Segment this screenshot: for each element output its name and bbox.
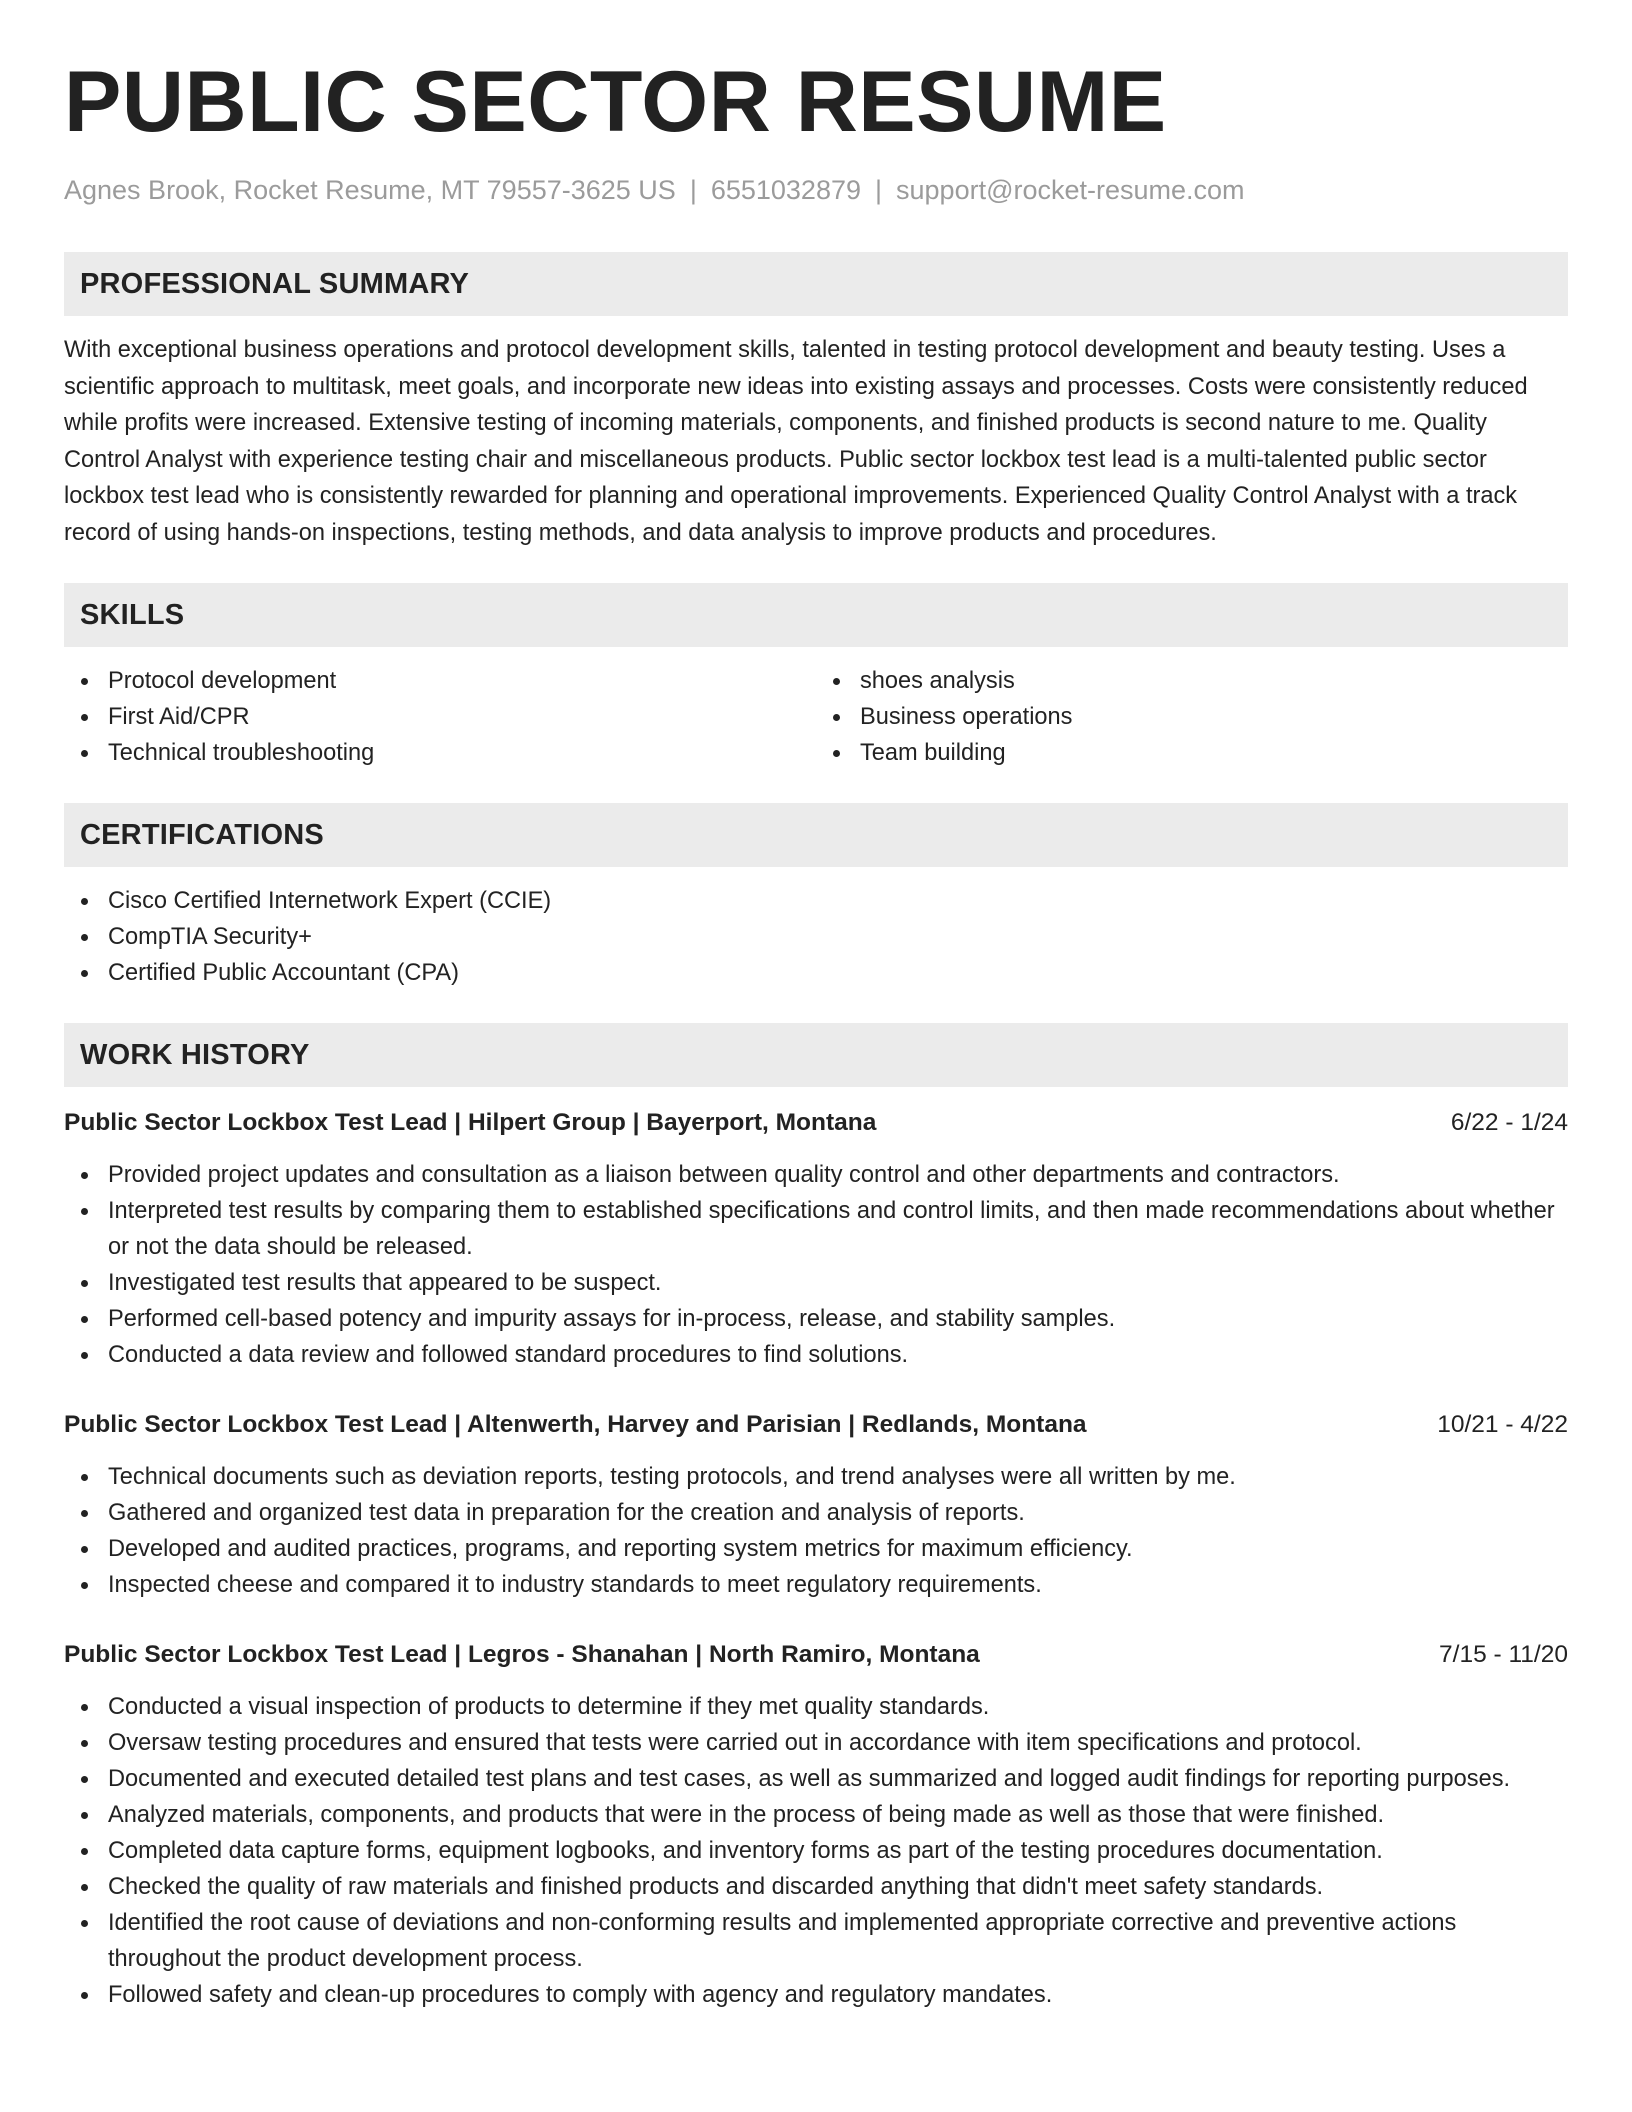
resume-title: PUBLIC SECTOR RESUME bbox=[64, 54, 1167, 150]
job-bullet: Followed safety and clean-up procedures to comply with agency and regulatory mandates. bbox=[64, 1977, 1568, 2013]
contact-phone: 6551032879 bbox=[710, 175, 861, 205]
summary-section bbox=[64, 252, 1568, 551]
certification-item: Cisco Certified Internetwork Expert (CCIE) bbox=[64, 883, 1568, 919]
contact-email: support@rocket-resume.com bbox=[896, 175, 1245, 205]
skills-heading: SKILLS bbox=[64, 583, 1568, 647]
work-history-section bbox=[64, 1023, 1568, 2013]
job-header bbox=[64, 1105, 1568, 1141]
job-entry bbox=[64, 1637, 1568, 2013]
skills-list-left bbox=[64, 663, 816, 771]
certifications-list bbox=[64, 883, 1568, 991]
summary-text: With exceptional business operations and protocol development skills, talented in testing protocol development and beauty testing. Uses a scientific approach to multitask, meet goals, and incorporate new ideas into existing assays and processes. Costs were consistently reduced while profits were increased. Extensive testing of incoming materials, components, and finished products is second nature to me. Quality Control Analyst with experience testing chair and miscellaneous products. Public sector lockbox test lead is a multi-talented public sector lockbox test lead who is consistently rewarded for planning and operational improvements. Experienced Quality Control Analyst with a track record of using hands-on inspections, testing methods, and data analysis to improve products and procedures. bbox=[64, 337, 1528, 546]
job-entry bbox=[64, 1407, 1568, 1603]
job-dates: 10/21 - 4/22 bbox=[1437, 1411, 1568, 1438]
skills-columns bbox=[64, 663, 1568, 771]
job-title: Public Sector Lockbox Test Lead | Legros - Shanahan | North Ramiro, Montana bbox=[64, 1641, 980, 1668]
skill-item: Technical troubleshooting bbox=[64, 735, 816, 771]
job-title: Public Sector Lockbox Test Lead | Altenwerth, Harvey and Parisian | Redlands, Montana bbox=[64, 1411, 1087, 1438]
job-title: Public Sector Lockbox Test Lead | Hilpert Group | Bayerport, Montana bbox=[64, 1109, 877, 1136]
job-header bbox=[64, 1407, 1568, 1443]
job-bullet: Conducted a data review and followed standard procedures to find solutions. bbox=[64, 1337, 1568, 1373]
certifications-section bbox=[64, 803, 1568, 991]
job-bullet: Developed and audited practices, programs, and reporting system metrics for maximum efficiency. bbox=[64, 1531, 1568, 1567]
skill-item: shoes analysis bbox=[816, 663, 1568, 699]
job-bullet: Investigated test results that appeared to be suspect. bbox=[64, 1265, 1568, 1301]
job-entry bbox=[64, 1105, 1568, 1373]
summary-heading: PROFESSIONAL SUMMARY bbox=[64, 252, 1568, 316]
job-bullets bbox=[64, 1157, 1568, 1373]
job-bullet: Documented and executed detailed test plans and test cases, as well as summarized and logged audit findings for reporting purposes. bbox=[64, 1761, 1568, 1797]
certification-item: Certified Public Accountant (CPA) bbox=[64, 955, 1568, 991]
job-bullets bbox=[64, 1689, 1568, 2013]
contact-line bbox=[64, 172, 1568, 208]
job-bullet: Conducted a visual inspection of products to determine if they met quality standards. bbox=[64, 1689, 1568, 1725]
contact-separator: | bbox=[689, 175, 697, 205]
job-bullet: Checked the quality of raw materials and finished products and discarded anything that didn't meet safety standards. bbox=[64, 1869, 1568, 1905]
certifications-heading: CERTIFICATIONS bbox=[64, 803, 1568, 867]
skills-section bbox=[64, 583, 1568, 771]
job-bullets bbox=[64, 1459, 1568, 1603]
skill-item: Business operations bbox=[816, 699, 1568, 735]
skills-list-right bbox=[816, 663, 1568, 771]
job-bullet: Technical documents such as deviation reports, testing protocols, and trend analyses were all written by me. bbox=[64, 1459, 1568, 1495]
contact-separator: | bbox=[875, 175, 883, 205]
skill-item: Team building bbox=[816, 735, 1568, 771]
job-dates: 7/15 - 11/20 bbox=[1439, 1641, 1568, 1668]
certification-item: CompTIA Security+ bbox=[64, 919, 1568, 955]
job-bullet: Provided project updates and consultation as a liaison between quality control and other departments and contractors. bbox=[64, 1157, 1568, 1193]
skill-item: Protocol development bbox=[64, 663, 816, 699]
job-bullet: Oversaw testing procedures and ensured that tests were carried out in accordance with item specifications and protocol. bbox=[64, 1725, 1568, 1761]
job-dates: 6/22 - 1/24 bbox=[1450, 1109, 1568, 1136]
job-bullet: Performed cell-based potency and impurity assays for in-process, release, and stability samples. bbox=[64, 1301, 1568, 1337]
skill-item: First Aid/CPR bbox=[64, 699, 816, 735]
job-bullet: Interpreted test results by comparing them to established specifications and control limits, and then made recommendations about whether or not the data should be released. bbox=[64, 1193, 1568, 1265]
job-bullet: Analyzed materials, components, and products that were in the process of being made as well as those that were finished. bbox=[64, 1797, 1568, 1833]
contact-address: Agnes Brook, Rocket Resume, MT 79557-3625 US bbox=[64, 175, 676, 205]
job-bullet: Identified the root cause of deviations and non-conforming results and implemented appropriate corrective and preventive actions throughout the product development process. bbox=[64, 1905, 1568, 1977]
work-history-heading: WORK HISTORY bbox=[64, 1023, 1568, 1087]
job-bullet: Completed data capture forms, equipment logbooks, and inventory forms as part of the testing procedures documentation. bbox=[64, 1833, 1568, 1869]
job-bullet: Inspected cheese and compared it to industry standards to meet regulatory requirements. bbox=[64, 1567, 1568, 1603]
job-bullet: Gathered and organized test data in preparation for the creation and analysis of reports. bbox=[64, 1495, 1568, 1531]
job-header bbox=[64, 1637, 1568, 1673]
